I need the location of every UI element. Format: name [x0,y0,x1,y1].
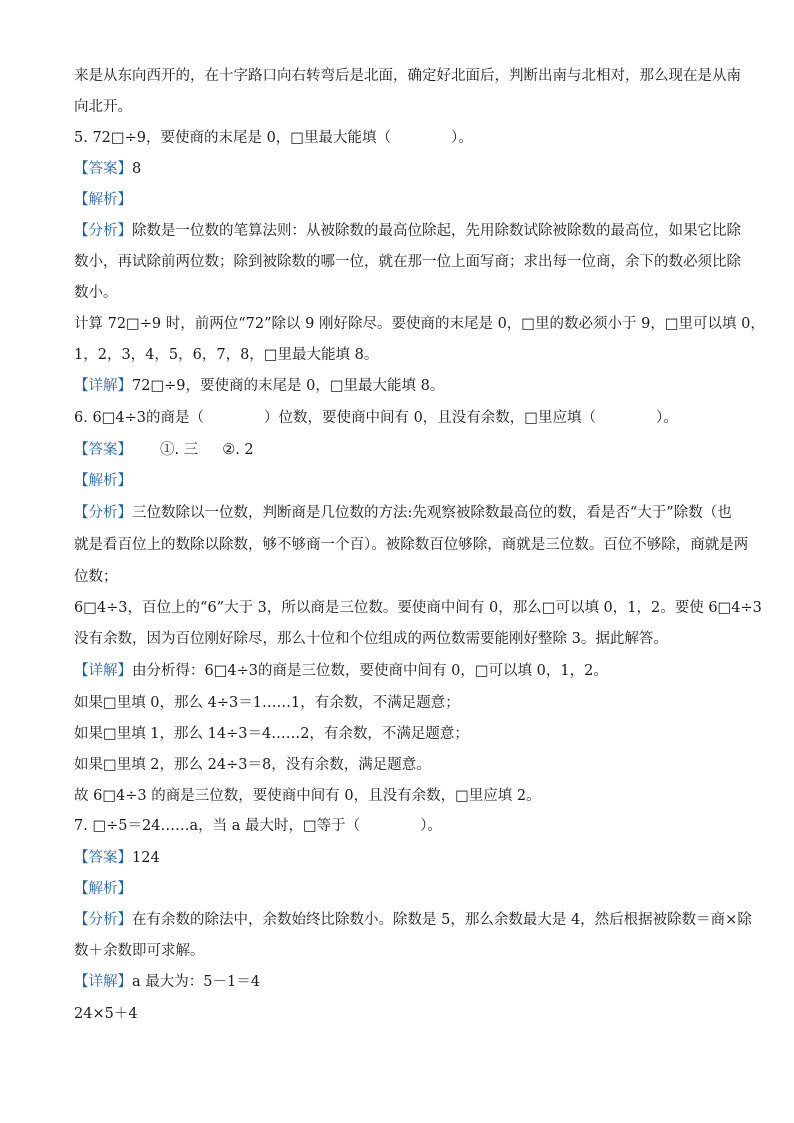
detail-tag: 【详解】 [74,663,132,679]
text-line: 就是看百位上的数除以除数，够不够商一个百）。被除数百位够除，商就是三位数。百位不够除，商就是两 [74,537,749,553]
text-line: 如果□里填 1，那么 14÷3＝4……2，有余数，不满足题意； [74,726,469,742]
answer-line [74,440,254,460]
answer-value: 124 [132,850,160,866]
text-line: 没有余数，因为百位刚好除尽，那么十位和个位组成的两位数需要能刚好整除 3。据此解答。 [74,631,668,647]
text-line: 数＋余数即可求解。 [74,943,205,959]
analysis-text: 除数是一位数的笔算法则：从被除数的最高位除起，先用除数试除被除数的最高位，如果它比除 [132,223,741,239]
text-line: 数小。 [74,285,118,301]
answer-tag: 【答案】 [74,442,132,458]
text-line: 如果□里填 2，那么 24÷3＝8，没有余数，满足题意。 [74,757,431,773]
question-text: 5. 72□÷9，要使商的末尾是 0，□里最大能填（ [74,130,392,146]
analysis-subtag: 【分析】 [74,223,132,239]
answer-value: ①. 三 [160,442,199,458]
analysis-line [74,910,752,930]
text-line: 向北开。 [74,99,132,115]
analysis-line [74,221,741,241]
question-text: ）。 [656,410,678,426]
analysis-subtag: 【分析】 [74,505,132,521]
text-line: 6□4÷3，百位上的“6”大于 3，所以商是三位数。要使商中间有 0，那么□可以填 0，1，2。要使 6□4÷3 [74,600,762,616]
answer-line [74,159,141,179]
text-line: 来是从东向西开的，在十字路口向右转弯后是北面，确定好北面后，判断出南与北相对，那么现在是从南 [74,68,741,84]
detail-line [74,376,444,396]
question-text: 7. □÷5＝24……a，当 a 最大时，□等于（ [74,818,361,834]
text-line: 1，2，3，4，5，6，7，8，□里最大能填 8。 [74,347,379,363]
analysis-tag: 【解析】 [74,192,132,208]
analysis-tag: 【解析】 [74,473,132,489]
detail-text: 72□÷9，要使商的末尾是 0，□里最大能填 8。 [132,378,445,394]
text-line: 数小，再试除前两位数；除到被除数的哪一位，就在那一位上面写商；求出每一位商，余下的数必须比除 [74,254,741,270]
analysis-text: 在有余数的除法中，余数始终比除数小。除数是 5，那么余数最大是 4，然后根据被除数＝商×除 [132,912,752,928]
question-text: ）。 [451,130,473,146]
text-line: 24×5＋4 [74,1006,138,1022]
detail-tag: 【详解】 [74,378,132,394]
text-line: 位数； [74,569,118,585]
answer-value: 8 [132,161,142,177]
detail-line [74,661,608,681]
text-line: 如果□里填 0，那么 4÷3＝1……1，有余数，不满足题意； [74,695,460,711]
answer-tag: 【答案】 [74,850,132,866]
question-7 [74,816,442,836]
question-5 [74,128,473,148]
detail-tag: 【详解】 [74,974,132,990]
text-line: 计算 72□÷9 时，前两位“72”除以 9 刚好除尽。要使商的末尾是 0，□里的数必须小于 9，□里可以填 0， [74,316,765,332]
question-6 [74,408,678,428]
answer-value: ②. 2 [222,442,254,458]
answer-tag: 【答案】 [74,161,132,177]
answer-line [74,848,160,868]
analysis-text: 三位数除以一位数，判断商是几位数的方法:先观察被除数最高位的数，看是否“大于”除数（也 [132,505,732,521]
analysis-tag: 【解析】 [74,881,132,897]
text-line: 故 6□4÷3 的商是三位数，要使商中间有 0，且没有余数，□里应填 2。 [74,788,541,804]
detail-text: a 最大为：5－1＝4 [132,974,260,990]
analysis-subtag: 【分析】 [74,912,132,928]
analysis-line [74,503,732,523]
question-text: ）位数，要使商中间有 0，且没有余数，□里应填（ [263,410,597,426]
detail-line [74,972,260,992]
detail-text: 由分析得：6□4÷3的商是三位数，要使商中间有 0，□可以填 0，1，2。 [132,663,608,679]
question-text: ）。 [420,818,442,834]
question-text: 6. 6□4÷3的商是（ [74,410,204,426]
